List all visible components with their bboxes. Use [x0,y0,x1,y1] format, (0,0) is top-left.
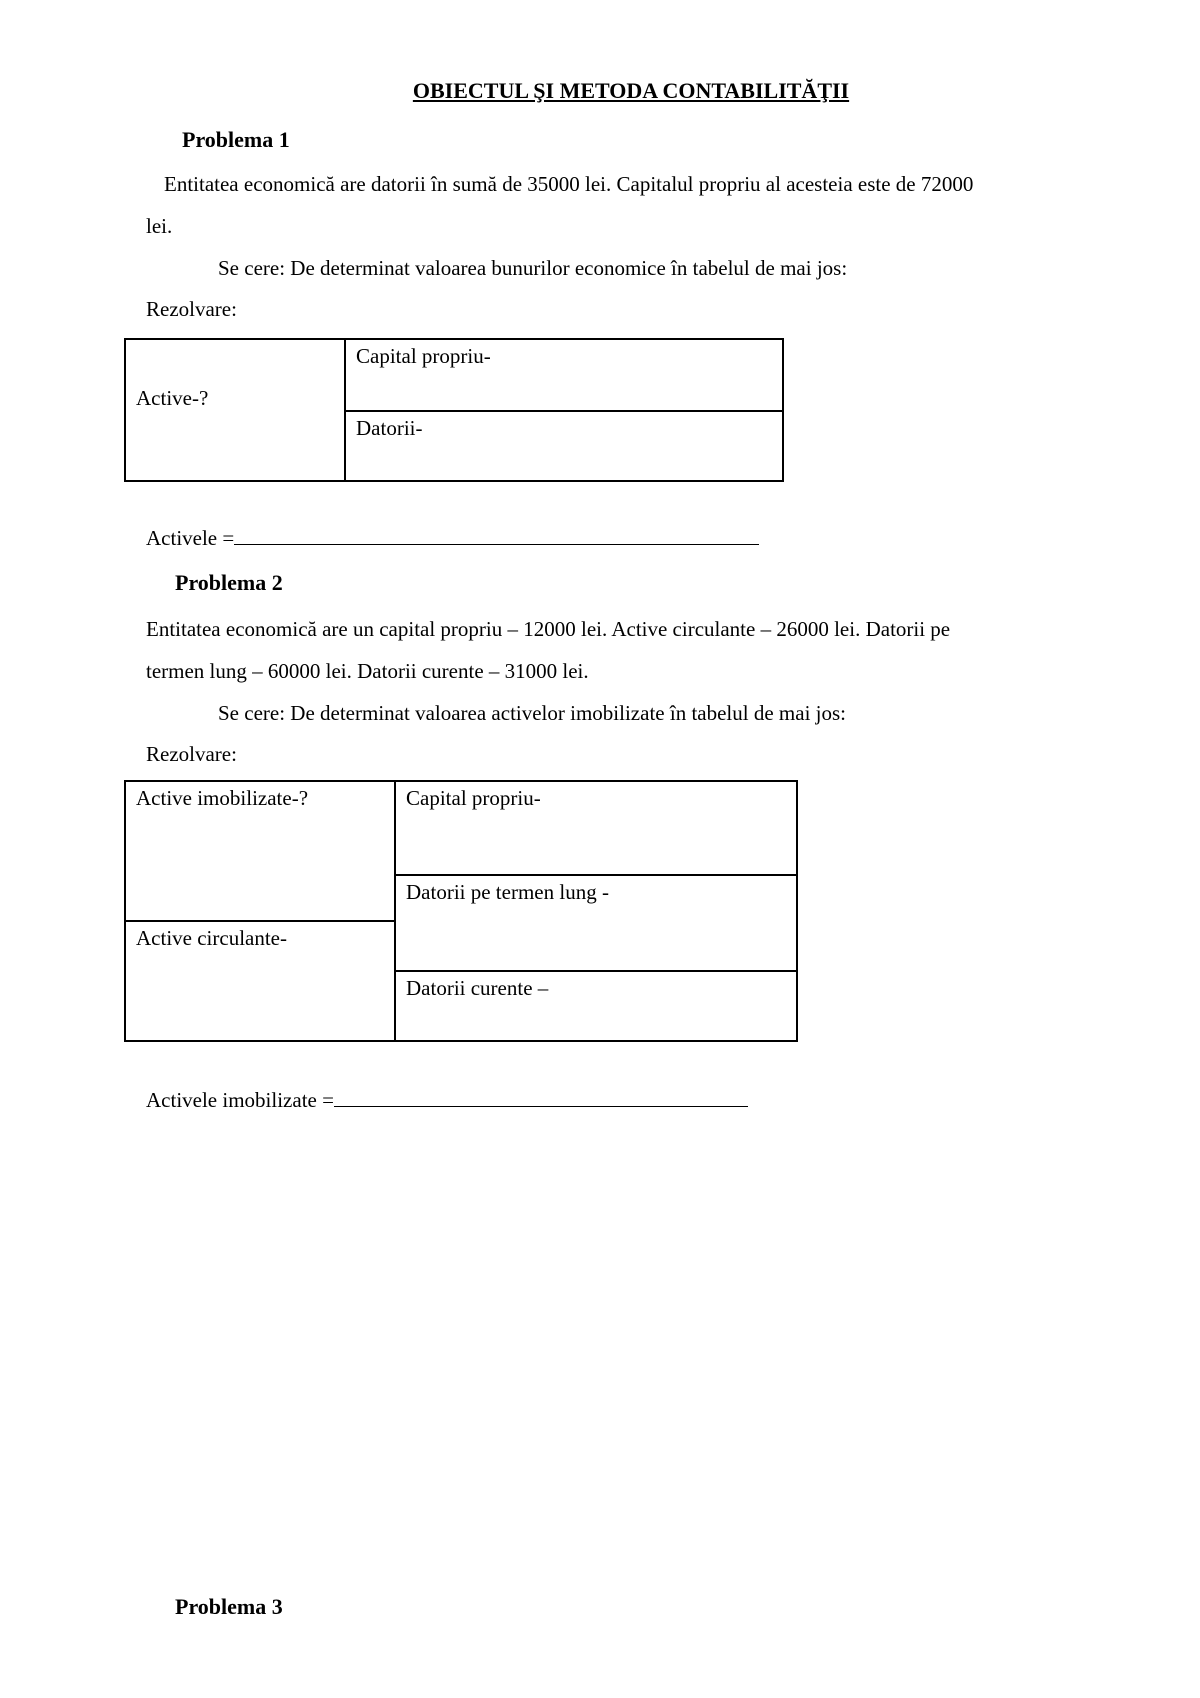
table-divider-left [126,920,394,922]
problem-2-text-line-2: termen lung – 60000 lei. Datorii curente – 31000 lei. [146,659,589,683]
problem-1-solution-label: Rezolvare: [146,297,237,321]
problem-2-text-line-1: Entitatea economică are un capital propriu – 12000 lei. Active circulante – 26000 lei. Datorii pe [146,617,951,641]
problem-2-answer-blank[interactable] [334,1088,748,1107]
table-divider-vertical [394,782,396,1040]
table-divider-right-upper [394,874,796,876]
problem-1-text-line-2: lei. [146,214,173,238]
table-cell-active: Active-? [136,386,209,410]
table-cell-current-debt: Datorii curente – [406,976,549,1000]
problem-1-balance-table [124,338,784,482]
problem-2-balance-table [124,780,798,1042]
problem-2-answer-label: Activele imobilizate = [146,1088,334,1112]
problem-2-solution-label: Rezolvare: [146,742,237,766]
problem-3-heading: Problema 3 [175,1594,283,1619]
page-title: OBIECTUL ŞI METODA CONTABILITĂŢII [412,78,850,103]
table-cell-equity: Capital propriu- [406,786,541,810]
table-cell-long-term-debt: Datorii pe termen lung - [406,880,609,904]
problem-2-heading: Problema 2 [175,570,283,595]
table-cell-liabilities: Datorii- [356,416,423,440]
problem-1-answer-blank[interactable] [234,526,759,545]
table-cell-equity: Capital propriu- [356,344,491,368]
problem-1-text-line-1: Entitatea economică are datorii în sumă de 35000 lei. Capitalul propriu al acesteia este de 72000 [164,172,974,196]
problem-1-answer-label: Activele = [146,526,235,550]
problem-2-requirement: Se cere: De determinat valoarea activelor imobilizate în tabelul de mai jos: [218,701,846,725]
table-cell-current-assets: Active circulante- [136,926,287,950]
problem-1-answer-line [146,526,759,550]
table-divider-horizontal [344,410,782,412]
table-divider-right-lower [394,970,796,972]
problem-1-heading: Problema 1 [182,127,290,152]
problem-1-requirement: Se cere: De determinat valoarea bunurilor economice în tabelul de mai jos: [218,256,848,280]
table-cell-fixed-assets: Active imobilizate-? [136,786,309,810]
problem-2-answer-line [146,1088,748,1112]
